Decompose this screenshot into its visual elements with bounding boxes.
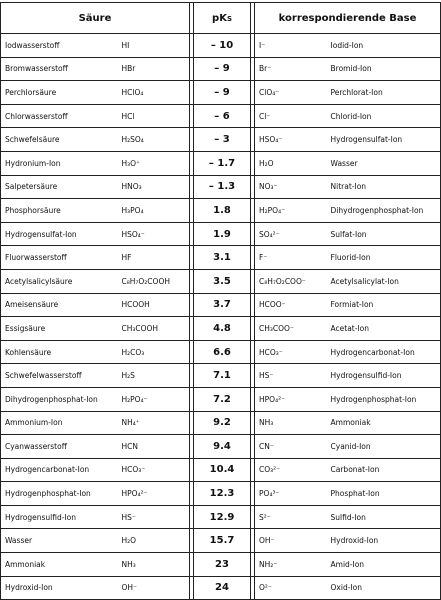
base-formula: I⁻ (255, 34, 327, 58)
acid-name: Fluorwasserstoff (1, 246, 118, 270)
base-formula: NO₃⁻ (255, 175, 327, 199)
base-name: Hydrogenphosphat-Ion (327, 387, 441, 411)
base-name: Fluorid-Ion (327, 246, 441, 270)
acid-formula: H₂S (118, 364, 190, 388)
table-row (1, 34, 441, 58)
acid-formula: H₃PO₄ (118, 199, 190, 223)
pks-value: 7.1 (194, 364, 251, 388)
base-name: Oxid-Ion (327, 576, 441, 600)
table-row (1, 364, 441, 388)
base-formula: HCOO⁻ (255, 293, 327, 317)
pks-value: – 9 (194, 81, 251, 105)
pks-value: 15.7 (194, 529, 251, 553)
acid-formula: HNO₃ (118, 175, 190, 199)
base-name: Phosphat-Ion (327, 482, 441, 506)
acid-name: Hydrogencarbonat-Ion (1, 458, 118, 482)
header-pks-sub: S (226, 14, 232, 23)
acid-formula: NH₄⁺ (118, 411, 190, 435)
acid-name: Cyanwasserstoff (1, 435, 118, 459)
base-formula: NH₂⁻ (255, 553, 327, 577)
acid-formula: OH⁻ (118, 576, 190, 600)
acid-formula: HPO₄²⁻ (118, 482, 190, 506)
base-name: Amid-Ion (327, 553, 441, 577)
base-formula: H₂PO₄⁻ (255, 199, 327, 223)
base-formula: HPO₄²⁻ (255, 387, 327, 411)
acid-name: Hydroxid-Ion (1, 576, 118, 600)
base-name: Hydrogensulfat-Ion (327, 128, 441, 152)
base-formula: Cl⁻ (255, 104, 327, 128)
table-row (1, 81, 441, 105)
base-formula: CN⁻ (255, 435, 327, 459)
base-formula: NH₃ (255, 411, 327, 435)
table-row (1, 317, 441, 341)
table-row (1, 482, 441, 506)
base-name: Hydroxid-Ion (327, 529, 441, 553)
acid-formula: NH₃ (118, 553, 190, 577)
base-formula: Br⁻ (255, 57, 327, 81)
table-row (1, 246, 441, 270)
acid-formula: HCO₃⁻ (118, 458, 190, 482)
base-name: Cyanid-Ion (327, 435, 441, 459)
pks-value: 4.8 (194, 317, 251, 341)
pks-value: – 6 (194, 104, 251, 128)
base-formula: O²⁻ (255, 576, 327, 600)
header-pks-main: pK (212, 12, 227, 24)
pks-value: 7.2 (194, 387, 251, 411)
pks-value: – 3 (194, 128, 251, 152)
acid-formula: H₂CO₃ (118, 340, 190, 364)
base-name: Chlorid-Ion (327, 104, 441, 128)
pks-table (0, 2, 441, 600)
base-formula: HSO₄⁻ (255, 128, 327, 152)
acid-name: Ameisensäure (1, 293, 118, 317)
table-row (1, 529, 441, 553)
table-row (1, 104, 441, 128)
acid-name: Schwefelsäure (1, 128, 118, 152)
acid-formula: HF (118, 246, 190, 270)
table-row (1, 269, 441, 293)
base-formula: OH⁻ (255, 529, 327, 553)
base-name: Iodid-Ion (327, 34, 441, 58)
pks-value: 1.9 (194, 222, 251, 246)
base-name: Dihydrogenphosphat-Ion (327, 199, 441, 223)
acid-name: Dihydrogenphosphat-Ion (1, 387, 118, 411)
pks-value: 3.5 (194, 269, 251, 293)
table-row (1, 293, 441, 317)
table-row (1, 175, 441, 199)
table-row (1, 199, 441, 223)
base-name: Hydrogencarbonat-Ion (327, 340, 441, 364)
acid-name: Essigsäure (1, 317, 118, 341)
acid-name: Hydrogensulfat-Ion (1, 222, 118, 246)
acid-formula: HSO₄⁻ (118, 222, 190, 246)
pks-value: 6.6 (194, 340, 251, 364)
base-name: Bromid-Ion (327, 57, 441, 81)
base-formula: ClO₄⁻ (255, 81, 327, 105)
acid-formula: CH₃COOH (118, 317, 190, 341)
acid-name: Schwefelwasserstoff (1, 364, 118, 388)
acid-formula: HS⁻ (118, 505, 190, 529)
header-pks (194, 3, 251, 34)
base-formula: PO₄³⁻ (255, 482, 327, 506)
acid-name: Phosphorsäure (1, 199, 118, 223)
base-formula: C₈H₇O₂COO⁻ (255, 269, 327, 293)
base-formula: SO₄²⁻ (255, 222, 327, 246)
base-name: Perchlorat-Ion (327, 81, 441, 105)
pks-value: 24 (194, 576, 251, 600)
table-row (1, 576, 441, 600)
pks-value: 10.4 (194, 458, 251, 482)
acid-formula: HBr (118, 57, 190, 81)
table-row (1, 411, 441, 435)
acid-name: Ammonium-Ion (1, 411, 118, 435)
table-row (1, 435, 441, 459)
acid-name: Acetylsalicylsäure (1, 269, 118, 293)
base-formula: F⁻ (255, 246, 327, 270)
acid-name: Wasser (1, 529, 118, 553)
pks-value: 9.4 (194, 435, 251, 459)
acid-name: Bromwasserstoff (1, 57, 118, 81)
acid-name: Perchlorsäure (1, 81, 118, 105)
base-name: Acetat-Ion (327, 317, 441, 341)
acid-formula: HI (118, 34, 190, 58)
acid-formula: H₂O (118, 529, 190, 553)
table-row (1, 553, 441, 577)
base-formula: S²⁻ (255, 505, 327, 529)
base-name: Sulfid-Ion (327, 505, 441, 529)
acid-name: Iodwasserstoff (1, 34, 118, 58)
base-name: Acetylsalicylat-Ion (327, 269, 441, 293)
pks-value: 23 (194, 553, 251, 577)
pks-value: – 9 (194, 57, 251, 81)
base-name: Wasser (327, 151, 441, 175)
table-row (1, 151, 441, 175)
base-formula: CH₃COO⁻ (255, 317, 327, 341)
table-row (1, 128, 441, 152)
header-base: korrespondierende Base (255, 3, 441, 34)
acid-formula: HCN (118, 435, 190, 459)
header-acid: Säure (1, 3, 190, 34)
base-formula: HCO₃⁻ (255, 340, 327, 364)
pks-value: 9.2 (194, 411, 251, 435)
base-name: Hydrogensulfid-Ion (327, 364, 441, 388)
pks-value: 3.1 (194, 246, 251, 270)
table-row (1, 458, 441, 482)
table-row (1, 340, 441, 364)
acid-name: Salpetersäure (1, 175, 118, 199)
acid-name: Chlorwasserstoff (1, 104, 118, 128)
pks-value: 12.9 (194, 505, 251, 529)
acid-formula: H₃O⁺ (118, 151, 190, 175)
base-formula: H₂O (255, 151, 327, 175)
acid-formula: H₂PO₄⁻ (118, 387, 190, 411)
acid-formula: C₈H₇O₂COOH (118, 269, 190, 293)
acid-formula: HCOOH (118, 293, 190, 317)
base-name: Sulfat-Ion (327, 222, 441, 246)
acid-name: Kohlensäure (1, 340, 118, 364)
pks-value: – 10 (194, 34, 251, 58)
base-name: Ammoniak (327, 411, 441, 435)
base-formula: CO₃²⁻ (255, 458, 327, 482)
pks-value: 3.7 (194, 293, 251, 317)
table-row (1, 505, 441, 529)
acid-formula: HClO₄ (118, 81, 190, 105)
acid-formula: H₂SO₄ (118, 128, 190, 152)
base-name: Carbonat-Ion (327, 458, 441, 482)
pks-value: 12.3 (194, 482, 251, 506)
table-row (1, 222, 441, 246)
table-row (1, 387, 441, 411)
pks-value: – 1.3 (194, 175, 251, 199)
table-row (1, 57, 441, 81)
acid-name: Hydrogenphosphat-Ion (1, 482, 118, 506)
base-name: Nitrat-Ion (327, 175, 441, 199)
acid-name: Hydronium-Ion (1, 151, 118, 175)
acid-formula: HCl (118, 104, 190, 128)
header-row (1, 3, 441, 34)
acid-name: Ammoniak (1, 553, 118, 577)
base-name: Formiat-Ion (327, 293, 441, 317)
acid-name: Hydrogensulfid-Ion (1, 505, 118, 529)
base-formula: HS⁻ (255, 364, 327, 388)
pks-value: 1.8 (194, 199, 251, 223)
pks-value: – 1.7 (194, 151, 251, 175)
